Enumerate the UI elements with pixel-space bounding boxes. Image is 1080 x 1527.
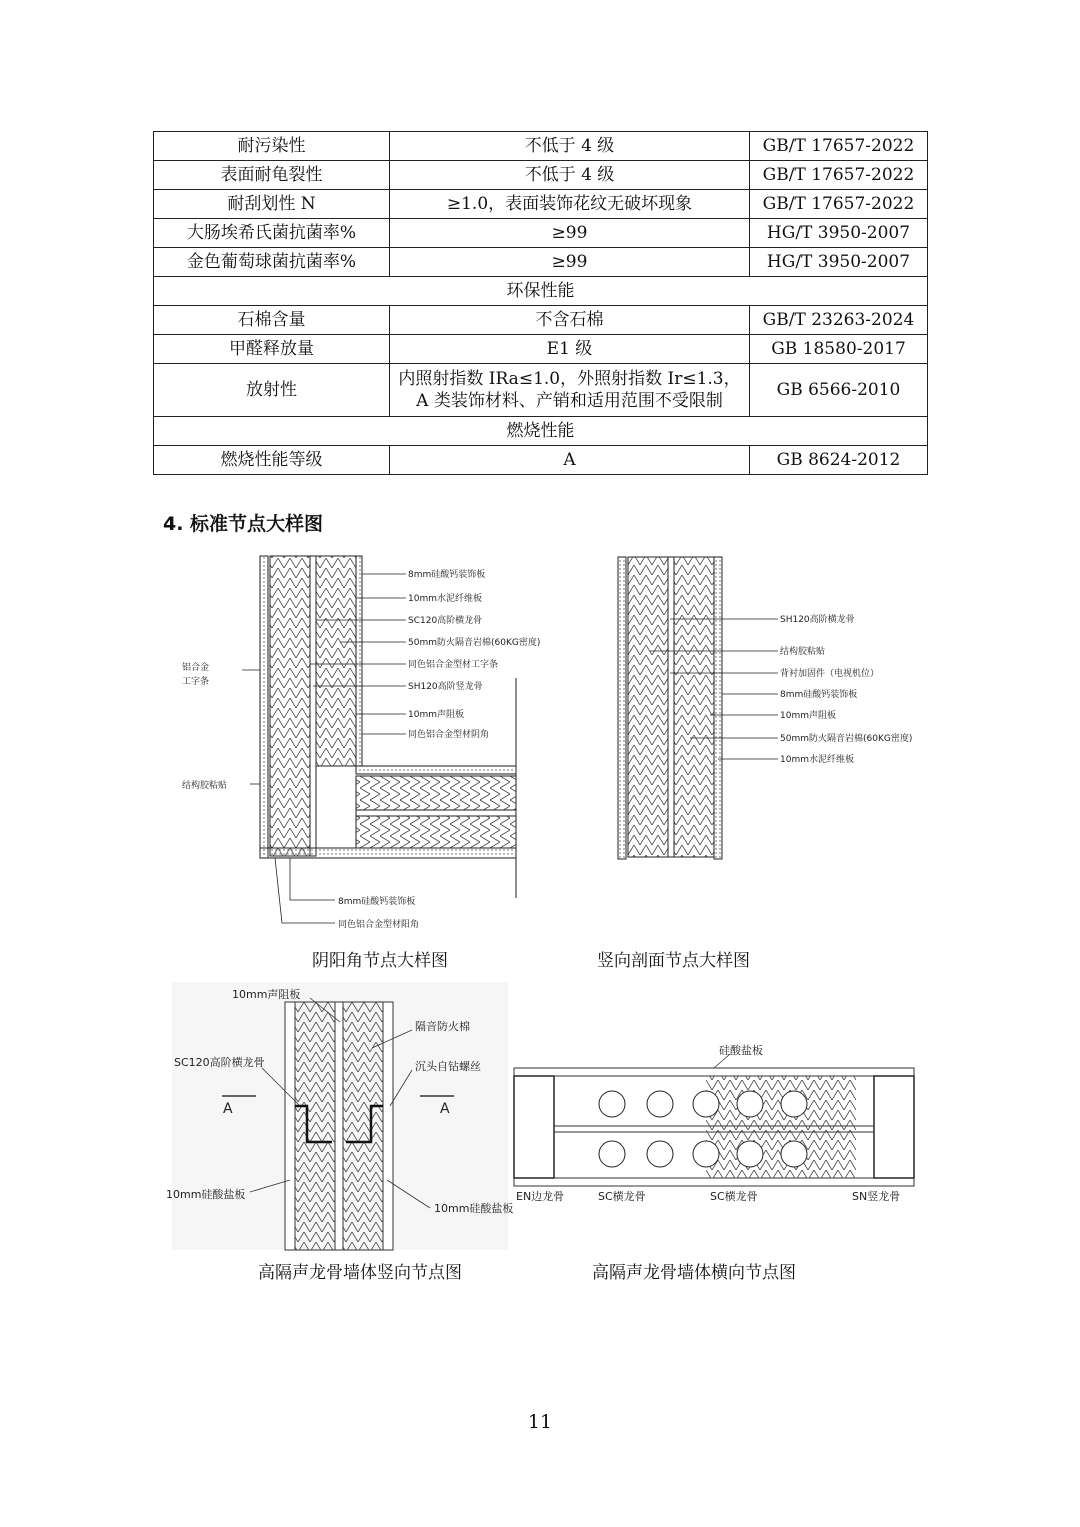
fig-acoustic-horizontal	[514, 1040, 914, 1210]
fig1-label-1: 10mm水泥纤维板	[408, 594, 482, 604]
fig1-bottom-label-2: 同色铝合金型材阳角	[338, 920, 420, 930]
section-a-right: A	[440, 1101, 450, 1117]
fig3-label-top-right: 隔音防火棉	[415, 1020, 470, 1033]
fig4-caption: 高隔声龙骨墙体横向节点图	[592, 1263, 796, 1283]
fig1-left-label-1: 铝合金	[182, 663, 210, 673]
table-cell: GB 8624-2012	[750, 446, 928, 475]
table-section-row	[154, 277, 928, 306]
table-cell: 不低于 4 级	[390, 161, 750, 190]
fig1-left-label-3: 结构胶粘贴	[182, 781, 228, 791]
table-cell: 大肠埃希氏菌抗菌率%	[154, 219, 390, 248]
table-cell: GB/T 17657-2022	[750, 190, 928, 219]
table-cell: 环保性能	[154, 277, 928, 306]
fig3-label-mid-left: SC120高阶横龙骨	[174, 1056, 265, 1069]
fig2-caption: 竖向剖面节点大样图	[597, 951, 750, 971]
fig3-label-top-left: 10mm声阻板	[232, 988, 301, 1001]
table-row	[154, 161, 928, 190]
table-cell: 不含石棉	[390, 306, 750, 335]
table-row	[154, 132, 928, 161]
table-section-row	[154, 417, 928, 446]
fig1-label-5: SH120高阶竖龙骨	[408, 682, 483, 692]
fig2-label-5: 50mm防火隔音岩棉(60KG密度)	[780, 734, 913, 744]
fig2-label-1: 结构胶粘贴	[780, 647, 826, 657]
fig2-label-6: 10mm水泥纤维板	[780, 755, 854, 765]
cell-line: 内照射指数 IRa≤1.0，外照射指数 Ir≤1.3，	[398, 369, 741, 389]
table-cell: GB/T 17657-2022	[750, 132, 928, 161]
table-cell: 耐污染性	[154, 132, 390, 161]
fig4-label-b1: EN边龙骨	[516, 1190, 565, 1203]
fig4-label-b2: SC横龙骨	[598, 1190, 646, 1203]
fig3-label-bot-left: 10mm硅酸盐板	[166, 1188, 246, 1201]
fig2-label-4: 10mm声阻板	[780, 711, 836, 721]
table-cell: 耐刮划性 N	[154, 190, 390, 219]
table-cell: GB/T 17657-2022	[750, 161, 928, 190]
table-row	[154, 364, 928, 417]
fig4-label-b4: SN竖龙骨	[852, 1190, 901, 1203]
table-cell: ≥1.0，表面装饰花纹无破坏现象	[390, 190, 750, 219]
fig1-caption: 阴阳角节点大样图	[312, 951, 448, 971]
table-row	[154, 248, 928, 277]
fig2-label-0: SH120高阶横龙骨	[780, 615, 855, 625]
fig1-label-2: SC120高阶横龙骨	[408, 616, 483, 626]
fig1-label-4: 同色铝合金型材工字条	[408, 660, 499, 670]
table-cell: GB/T 23263-2024	[750, 306, 928, 335]
section-title: 4. 标准节点大样图	[163, 513, 324, 535]
table-cell: 甲醛释放量	[154, 335, 390, 364]
fig3-label-bot-right: 10mm硅酸盐板	[434, 1202, 514, 1215]
table-row	[154, 446, 928, 475]
fig1-label-3: 50mm防火隔音岩棉(60KG密度)	[408, 638, 541, 648]
fig-vertical-section	[610, 555, 940, 865]
fig-corner-detail	[170, 548, 550, 938]
fig1-label-7: 同色铝合金型材阴角	[408, 730, 490, 740]
section-a-left: A	[223, 1101, 233, 1117]
cell-line: A 类装饰材料、产销和适用范围不受限制	[416, 391, 723, 411]
table-cell: 燃烧性能等级	[154, 446, 390, 475]
fig3-label-mid-right: 沉头自钻螺丝	[415, 1060, 481, 1073]
fig1-label-6: 10mm声阻板	[408, 710, 464, 720]
table-cell: 放射性	[154, 364, 390, 417]
fig2-label-3: 8mm硅酸钙装饰板	[780, 690, 858, 700]
fig3-caption: 高隔声龙骨墙体竖向节点图	[258, 1263, 462, 1283]
table-cell: A	[390, 446, 750, 475]
table-cell	[390, 364, 750, 417]
page-number: 11	[527, 1411, 553, 1433]
table-row	[154, 306, 928, 335]
table-cell: 燃烧性能	[154, 417, 928, 446]
fig1-left-label-2: 工字条	[182, 677, 210, 687]
table-cell: ≥99	[390, 219, 750, 248]
table-row	[154, 190, 928, 219]
table-cell: 不低于 4 级	[390, 132, 750, 161]
table-cell: ≥99	[390, 248, 750, 277]
table-cell: HG/T 3950-2007	[750, 219, 928, 248]
fig-acoustic-vertical	[166, 982, 514, 1250]
fig1-bottom-label-1: 8mm硅酸钙装饰板	[338, 897, 416, 907]
table-cell: E1 级	[390, 335, 750, 364]
spec-table	[153, 131, 928, 475]
fig4-label-b3: SC横龙骨	[710, 1190, 758, 1203]
table-row	[154, 219, 928, 248]
table-row	[154, 335, 928, 364]
table-cell: 石棉含量	[154, 306, 390, 335]
fig1-label-0: 8mm硅酸钙装饰板	[408, 570, 486, 580]
table-cell: 表面耐龟裂性	[154, 161, 390, 190]
table-cell: 金色葡萄球菌抗菌率%	[154, 248, 390, 277]
table-cell: HG/T 3950-2007	[750, 248, 928, 277]
table-cell: GB 18580-2017	[750, 335, 928, 364]
table-cell: GB 6566-2010	[750, 364, 928, 417]
fig4-label-top: 硅酸盐板	[719, 1044, 763, 1057]
fig2-label-2: 背衬加固件（电视机位）	[780, 669, 880, 679]
